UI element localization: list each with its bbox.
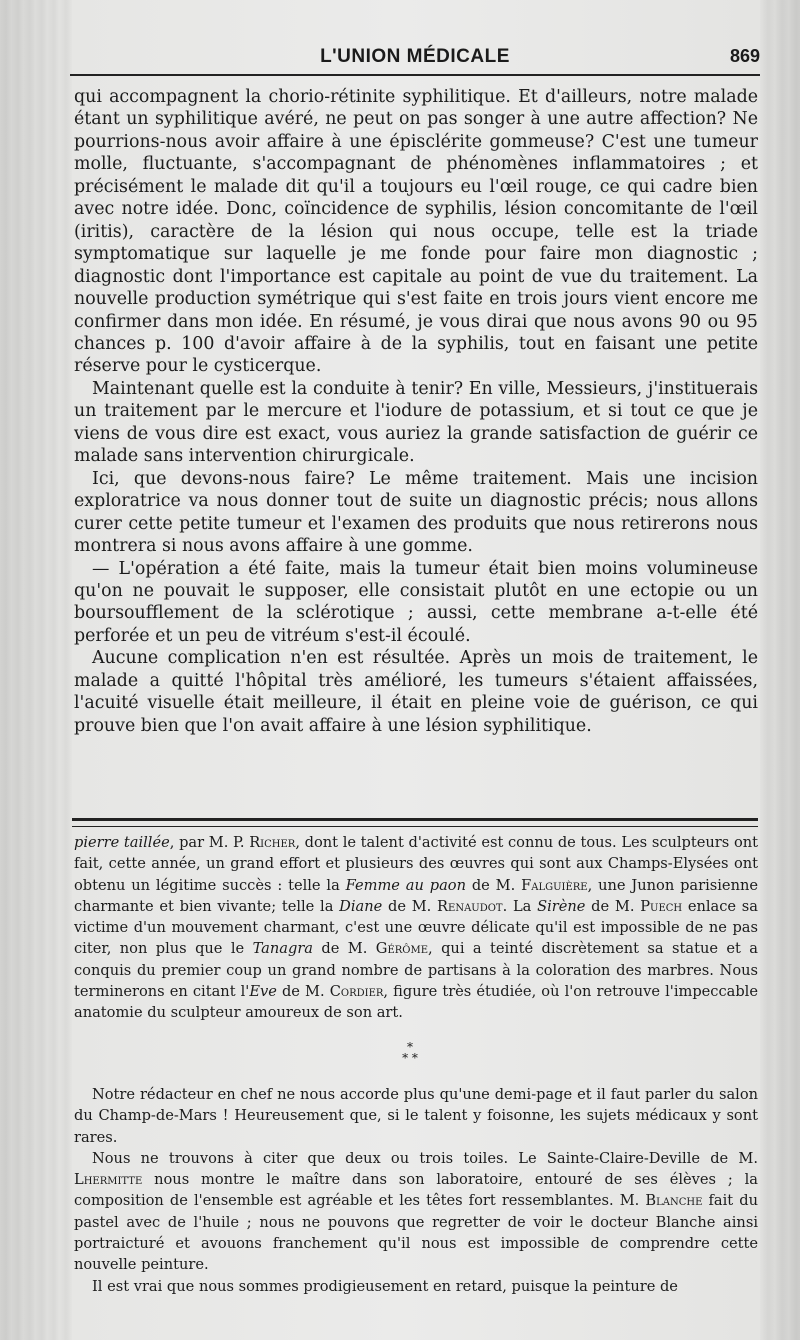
article-paragraph: Ici, que devons-nous faire? Le même traitement. Mais une incision exploratrice va nous donner tout de suite un diagnostic précis; nous allons curer cette petite tumeur et l'examen des produits que nous retirerons nous montrera si nous avons affaire à une gomme. xyxy=(74,468,758,557)
text-run: . La xyxy=(502,897,538,915)
text-run: enlace sa victime d'un mouvement charmant, c'est une œuvre délicate qu'il est impossible de ne pas citer, non plus que le xyxy=(74,897,758,958)
article-paragraph: Aucune complication n'en est résultée. Après un mois de traitement, le malade a quitté l'hôpital très amélioré, les tumeurs s'étaient affaissées, l'acuité visuelle était meilleure, il était en pleine voie de guérison, ce qui prouve bien que l'on avait affaire à une lésion syphilitique. xyxy=(74,648,758,736)
artwork-title: Eve xyxy=(249,983,277,1001)
page-number: 869 xyxy=(729,46,760,66)
article-body xyxy=(74,86,758,737)
text-run: de M. xyxy=(585,897,641,915)
article-paragraph: Maintenant quelle est la conduite à tenir? En ville, Messieurs, j'instituerais un traitement par le mercure et l'iodure de potassium, et si tout ce que je viens de vous dire est exact, vous auriez la grande satisfaction de guérir ce malade sans intervention chirurgicale. xyxy=(74,378,758,467)
header-rule xyxy=(70,74,760,76)
feuilleton-paragraph xyxy=(74,832,758,1024)
author-name: Richer xyxy=(249,834,296,851)
artist-name: Puech xyxy=(640,897,683,915)
text-run: , par M. P. xyxy=(169,834,250,851)
artist-name: Gérôme xyxy=(375,940,429,958)
section-asterism xyxy=(380,1042,440,1064)
italic-text: pierre taillée xyxy=(74,834,170,851)
text-run: , qui a teinté discrètement sa statue et a conquis du premier coup un grand nombre de partisans à la coloration des marbres. Nous terminerons en citant l' xyxy=(74,940,758,1001)
artist-name: Blanche xyxy=(645,1192,703,1210)
text-run: de M. xyxy=(276,983,330,1001)
artist-name: Lhermitte xyxy=(74,1171,143,1189)
artwork-title: Tanagra xyxy=(252,940,313,958)
artwork-title: Femme au paon xyxy=(345,876,466,894)
artist-name: Falguière xyxy=(521,876,588,894)
feuilleton-continued xyxy=(74,1084,758,1297)
feuilleton-separator xyxy=(72,818,758,827)
feuilleton-paragraph: Il est vrai que nous sommes prodigieusement en retard, puisque la peinture de xyxy=(92,1277,678,1295)
text-run: , dont le talent d'activité est connu de tous. Les sculpteurs ont fait, cette année, un grand effort et plusieurs des œuvres qui sont aux Champs-Elysées ont obtenu un légitime succès : telle la xyxy=(74,834,758,894)
text-run: nous montre le maître dans son laboratoire, entouré de ses élèves ; la composition de l'ensemble est agréable et les têtes fort ressemblantes. M. xyxy=(74,1171,758,1210)
text-run: fait du pastel avec de l'huile ; nous ne pouvons que regretter de voir le docteur Blanche ainsi portraicturé et avouons franchement qu'il nous est impossible de comprendre cette nouvelle peinture. xyxy=(74,1192,758,1274)
artwork-title: Diane xyxy=(339,897,383,915)
asterism-top: * xyxy=(407,1040,413,1054)
feuilleton-paragraph: Notre rédacteur en chef ne nous accorde plus qu'une demi-page et il faut parler du salon du Champ-de-Mars ! Heureusement que, si le talent y foisonne, les sujets médicaux y sont rares. xyxy=(74,1086,758,1146)
artwork-title: Sirène xyxy=(537,897,586,915)
feuilleton-paragraph xyxy=(74,1148,758,1276)
text-run: , une Junon parisienne charmante et bien vivante; telle la xyxy=(74,876,758,915)
text-run: de M. xyxy=(382,897,438,915)
page-edge-right xyxy=(760,0,800,1340)
text-run: de M. xyxy=(313,940,376,958)
feuilleton-body xyxy=(74,832,758,1024)
text-run: de M. xyxy=(465,876,522,894)
artist-name: Renaudot xyxy=(437,897,503,915)
asterism-bottom: * * xyxy=(402,1051,418,1065)
article-paragraph: qui accompagnent la chorio-rétinite syphilitique. Et d'ailleurs, notre malade étant un syphilitique avéré, ne peut on pas songer à une autre affection? Ne pourrions-nous avoir affaire à une épisclérite gommeuse? C'est une tumeur molle, fluctuante, s'accompagnant de phénomènes inflammatoires ; et précisément le malade dit qu'il a toujours eu l'œil rouge, ce qui cadre bien avec notre idée. Donc, coïncidence de syphilis, lésion concomitante de l'œil (iritis), caractère de la lésion qui nous occupe, telle est la triade symptomatique sur laquelle je me fonde pour faire mon diagnostic ; diagnostic dont l'importance est capitale au point de vue du traitement. La nouvelle production symétrique qui s'est faite en trois jours vient encore me confirmer dans mon idée. En résumé, je vous dirai que nous avons 90 ou 95 chances p. 100 d'avoir affaire à de la syphilis, tout en faisant une petite réserve pour le cysticerque. xyxy=(74,87,758,377)
text-run: Nous ne trouvons à citer que deux ou trois toiles. Le Sainte-Claire-Deville de M. xyxy=(92,1149,758,1167)
running-head: L'UNION MÉDICALE xyxy=(320,46,510,67)
page-edge-left xyxy=(0,0,72,1340)
artist-name: Cordier xyxy=(329,983,384,1001)
article-paragraph: — L'opération a été faite, mais la tumeur était bien moins volumineuse qu'on ne pouvait le supposer, elle consistait plutôt en une ectopie ou un boursoufflement de la sclérotique ; aussi, cette membrane a-t-elle été perforée et un peu de vitréum s'est-il écoulé. xyxy=(74,558,758,646)
page-header xyxy=(70,42,760,76)
text-run: , figure très étudiée, où l'on retrouve l'impeccable anatomie du sculpteur amoureux de son art. xyxy=(74,983,758,1022)
